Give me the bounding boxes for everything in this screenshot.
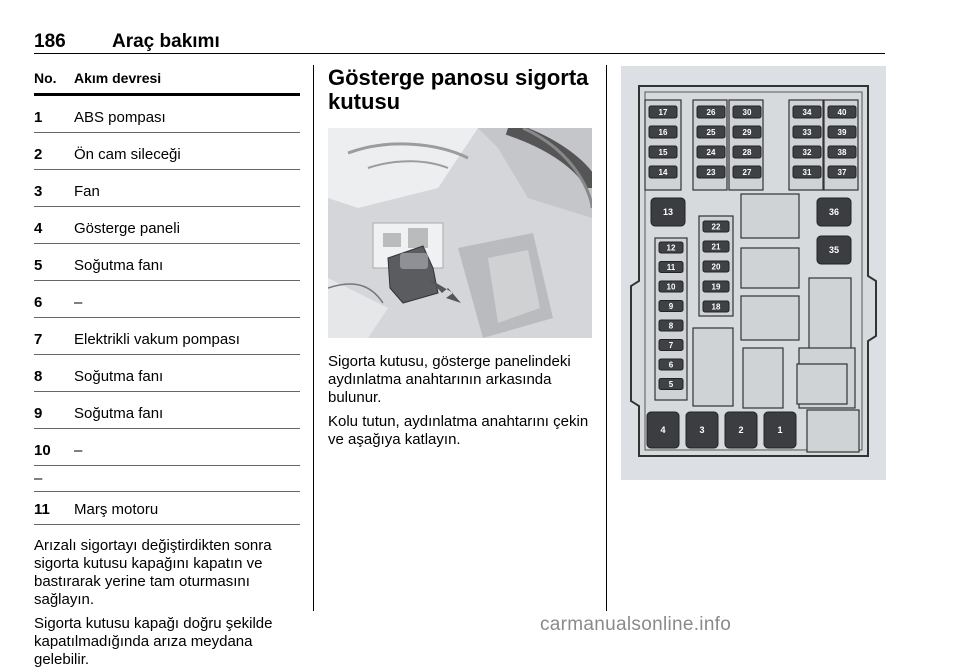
relay-slot [743, 348, 783, 408]
svg-text:6: 6 [668, 360, 674, 370]
fuse-label [828, 166, 856, 178]
row-text: Marş motoru [74, 501, 159, 518]
fuse-label [764, 412, 796, 448]
table-rows [34, 96, 300, 466]
svg-text:2: 2 [738, 425, 744, 436]
row-no: 1 [34, 109, 43, 126]
fuse-label [793, 146, 821, 158]
svg-text:38: 38 [837, 147, 847, 157]
fuse-box-location-photo [328, 128, 592, 338]
fuse-label [733, 106, 761, 118]
svg-text:36: 36 [828, 207, 840, 218]
fuse-label [649, 146, 677, 158]
svg-text:1: 1 [777, 425, 783, 436]
svg-text:5: 5 [668, 379, 674, 389]
section-title: Gösterge panosu sigorta kutusu [328, 65, 589, 114]
svg-text:16: 16 [658, 127, 668, 137]
fuse-label [697, 166, 725, 178]
svg-text:20: 20 [711, 262, 721, 272]
fuse-label [659, 340, 683, 351]
fuse-label [651, 198, 685, 226]
svg-text:26: 26 [706, 107, 716, 117]
table-row [34, 96, 300, 126]
table-row [34, 429, 300, 459]
row-no: 2 [34, 146, 43, 163]
svg-text:14: 14 [658, 167, 668, 177]
svg-text:3: 3 [699, 425, 705, 436]
fuse-label [817, 236, 851, 264]
row-10-extra: – [34, 470, 43, 487]
svg-text:34: 34 [802, 107, 812, 117]
table-row [34, 355, 300, 385]
col-no-header: No. [34, 70, 57, 86]
paragraph-instruction: Kolu tutun, aydınlatma anahtarını çekin ve aşağıya katlayın. [328, 413, 589, 448]
table-row [34, 392, 300, 422]
fuse-label [725, 412, 757, 448]
svg-text:10: 10 [666, 282, 676, 292]
svg-text:27: 27 [742, 167, 752, 177]
fuse-table-column [34, 68, 300, 669]
fuse-label [659, 301, 683, 312]
row-no: 11 [34, 501, 50, 518]
column-divider-1 [313, 65, 314, 611]
table-header [34, 68, 300, 88]
page-title: Araç bakımı [112, 31, 220, 52]
fuse-label [793, 126, 821, 138]
table-row [34, 207, 300, 237]
svg-text:35: 35 [828, 245, 840, 256]
fuse-label [659, 320, 683, 331]
svg-text:31: 31 [802, 167, 812, 177]
col-circuit-header: Akım devresi [74, 70, 162, 86]
row-no: 4 [34, 220, 43, 237]
fuse-label [703, 301, 729, 312]
fuse-label [703, 221, 729, 232]
row-no: 10 [34, 442, 51, 459]
fuse-label [703, 261, 729, 272]
row-no: 8 [34, 368, 43, 385]
svg-text:30: 30 [742, 107, 752, 117]
svg-text:33: 33 [802, 127, 812, 137]
fuse-label [733, 126, 761, 138]
row-text: Fan [74, 183, 100, 200]
svg-text:37: 37 [837, 167, 847, 177]
fuse-label [828, 126, 856, 138]
row-text: Gösterge paneli [74, 220, 180, 237]
paragraph-cover-warning: Sigorta kutusu kapağı doğru şekilde kapatılmadığında arıza meydana gelebilir. [34, 615, 273, 668]
svg-text:19: 19 [711, 282, 721, 292]
row-text: ABS pompası [74, 109, 166, 126]
svg-text:13: 13 [662, 207, 674, 218]
fuse-label [703, 241, 729, 252]
fuse-label [649, 166, 677, 178]
fuse-label [649, 106, 677, 118]
svg-text:29: 29 [742, 127, 752, 137]
table-row [34, 318, 300, 348]
row-no: 7 [34, 331, 43, 348]
fuse-label [659, 242, 683, 253]
svg-text:17: 17 [658, 107, 668, 117]
fuse-label [817, 198, 851, 226]
relay-slot [797, 364, 847, 404]
row-no: 3 [34, 183, 43, 200]
svg-text:22: 22 [711, 222, 721, 232]
fuse-label [697, 106, 725, 118]
fuse-label [733, 166, 761, 178]
relay-slot [741, 296, 799, 340]
svg-text:15: 15 [658, 147, 668, 157]
column-divider-2 [606, 65, 607, 611]
row-no: 6 [34, 294, 43, 311]
fuse-label [659, 359, 683, 370]
svg-text:12: 12 [666, 243, 676, 253]
fuse-label [659, 379, 683, 390]
relay-slot [741, 194, 799, 238]
table-row [34, 133, 300, 163]
relay-slot [741, 248, 799, 288]
fuse-label [793, 166, 821, 178]
row-rule [34, 524, 300, 525]
row-text: – [74, 442, 83, 459]
fuse-label [793, 106, 821, 118]
paragraph-location: Sigorta kutusu, gösterge panelindeki aydınlatma anahtarının arkasında bulunur. [328, 353, 571, 406]
fuse-label [828, 146, 856, 158]
fuse-label [828, 106, 856, 118]
svg-text:8: 8 [668, 321, 674, 331]
row-text: Soğutma fanı [74, 405, 164, 422]
svg-text:25: 25 [706, 127, 716, 137]
fuse-label [703, 281, 729, 292]
row-text: Soğutma fanı [74, 368, 164, 385]
fuse-label [659, 262, 683, 273]
svg-text:32: 32 [802, 147, 812, 157]
svg-text:18: 18 [711, 302, 721, 312]
svg-text:11: 11 [666, 262, 676, 272]
row-text: Ön cam sileceği [74, 146, 181, 163]
fuse-box-diagram [621, 66, 886, 480]
relay-slot [693, 328, 733, 406]
svg-text:4: 4 [660, 425, 666, 436]
fuse-label [649, 126, 677, 138]
svg-text:28: 28 [742, 147, 752, 157]
svg-text:21: 21 [711, 242, 721, 252]
table-row [34, 170, 300, 200]
section-column [328, 66, 593, 449]
svg-text:39: 39 [837, 127, 847, 137]
fuse-label [659, 281, 683, 292]
watermark: carmanualsonline.info [540, 614, 732, 635]
fuse-label [686, 412, 718, 448]
row-no: 9 [34, 405, 43, 422]
row-no: 5 [34, 257, 43, 274]
header-rule [34, 53, 885, 54]
fuse-label [697, 126, 725, 138]
fuse-label [733, 146, 761, 158]
svg-text:24: 24 [706, 147, 716, 157]
row-text: Elektrikli vakum pompası [74, 331, 240, 348]
svg-text:40: 40 [837, 107, 847, 117]
paragraph-cover-close: Arızalı sigortayı değiştirdikten sonra sigorta kutusu kapağını kapatın ve bastırarak yerine tam oturmasını sağlayın. [34, 537, 272, 608]
svg-text:9: 9 [668, 301, 674, 311]
relay-slot [809, 278, 851, 356]
row-text: – [74, 294, 83, 311]
fuse-label [697, 146, 725, 158]
svg-text:7: 7 [668, 340, 674, 350]
table-row [34, 281, 300, 311]
table-row [34, 492, 300, 518]
svg-text:23: 23 [706, 167, 716, 177]
row-text: Soğutma fanı [74, 257, 164, 274]
fuse-label [647, 412, 679, 448]
page-header [34, 31, 220, 53]
table-row [34, 244, 300, 274]
page-number: 186 [34, 31, 66, 52]
relay-slot [807, 410, 859, 452]
